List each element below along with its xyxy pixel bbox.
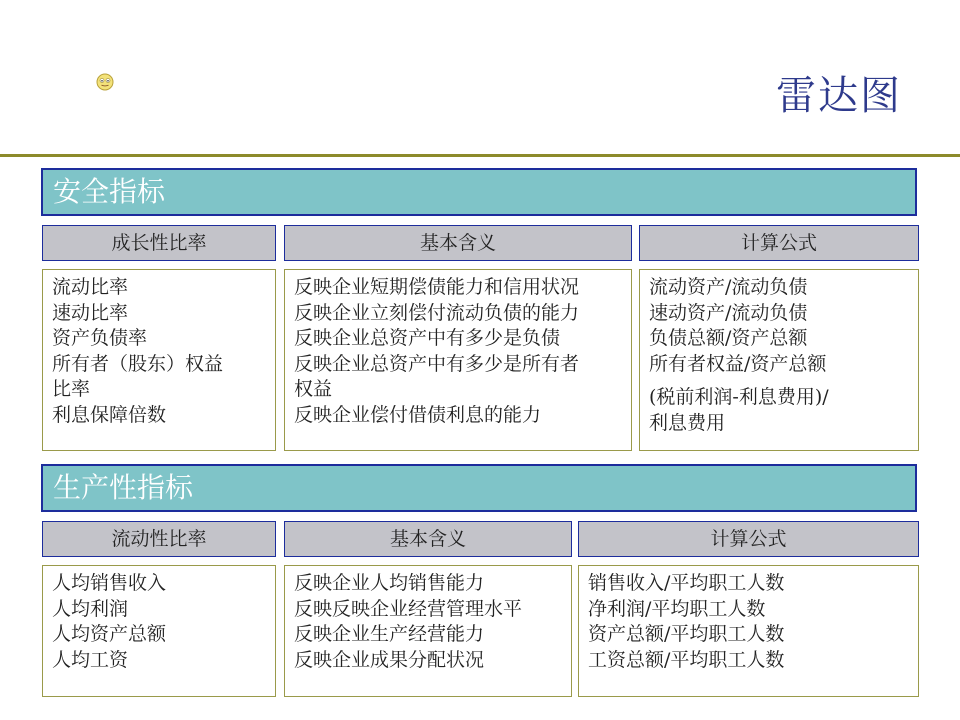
- list-item: 所有者（股东）权益: [52, 352, 224, 375]
- column-header: 计算公式: [578, 521, 919, 557]
- indicator-list: [42, 565, 276, 697]
- list-item: 人均销售收入: [52, 572, 167, 594]
- list-item: 反映企业成果分配状况: [294, 648, 485, 671]
- list-item: 速动比率: [52, 301, 129, 324]
- list-item: 人均工资: [52, 648, 129, 671]
- column-header: 流动性比率: [42, 521, 276, 557]
- list-item: 流动比率: [52, 276, 129, 298]
- list-item: 反映企业总资产中有多少是所有者: [294, 352, 580, 375]
- list-item: (税前利润-利息费用)/: [649, 386, 829, 408]
- list-item: 反映企业偿付借债利息的能力: [294, 403, 542, 426]
- list-item: 工资总额/平均职工人数: [588, 648, 785, 671]
- list-item: 反映企业总资产中有多少是负债: [294, 327, 561, 349]
- column-header: 成长性比率: [42, 225, 276, 261]
- section-heading-safety: 安全指标: [41, 168, 917, 216]
- list-item: 人均利润: [52, 597, 129, 620]
- section-heading-productivity: 生产性指标: [41, 464, 917, 512]
- column-header: 计算公式: [639, 225, 919, 261]
- formula-list: [578, 565, 919, 697]
- column-header: 基本含义: [284, 521, 572, 557]
- list-item: 利息保障倍数: [52, 403, 167, 426]
- list-item: 人均资产总额: [52, 623, 167, 645]
- list-item: 反映企业立刻偿付流动负债的能力: [294, 301, 580, 324]
- indicator-list: [42, 269, 276, 451]
- list-item: 权益: [294, 378, 333, 400]
- list-item: 流动资产/流动负债: [649, 276, 808, 298]
- list-item: 反映反映企业经营管理水平: [294, 597, 523, 620]
- title-divider: [0, 154, 960, 157]
- list-item: 利息费用: [649, 411, 726, 434]
- list-item: 资产总额/平均职工人数: [588, 623, 785, 645]
- list-item: 负债总额/资产总额: [649, 327, 808, 349]
- list-item: 反映企业生产经营能力: [294, 623, 485, 645]
- list-item: 比率: [52, 378, 91, 400]
- list-item: 销售收入/平均职工人数: [588, 572, 785, 594]
- meaning-list: [284, 565, 572, 697]
- list-item: 所有者权益/资产总额: [649, 352, 827, 375]
- slide-title: 雷达图: [776, 73, 902, 119]
- column-header: 基本含义: [284, 225, 632, 261]
- list-item: 净利润/平均职工人数: [588, 597, 766, 620]
- smiley-icon: [96, 73, 114, 91]
- formula-list: [639, 269, 919, 451]
- list-item: 速动资产/流动负债: [649, 301, 808, 324]
- meaning-list: [284, 269, 632, 451]
- list-item: 反映企业短期偿债能力和信用状况: [294, 276, 580, 298]
- list-item: 反映企业人均销售能力: [294, 572, 485, 594]
- list-item: 资产负债率: [52, 327, 148, 349]
